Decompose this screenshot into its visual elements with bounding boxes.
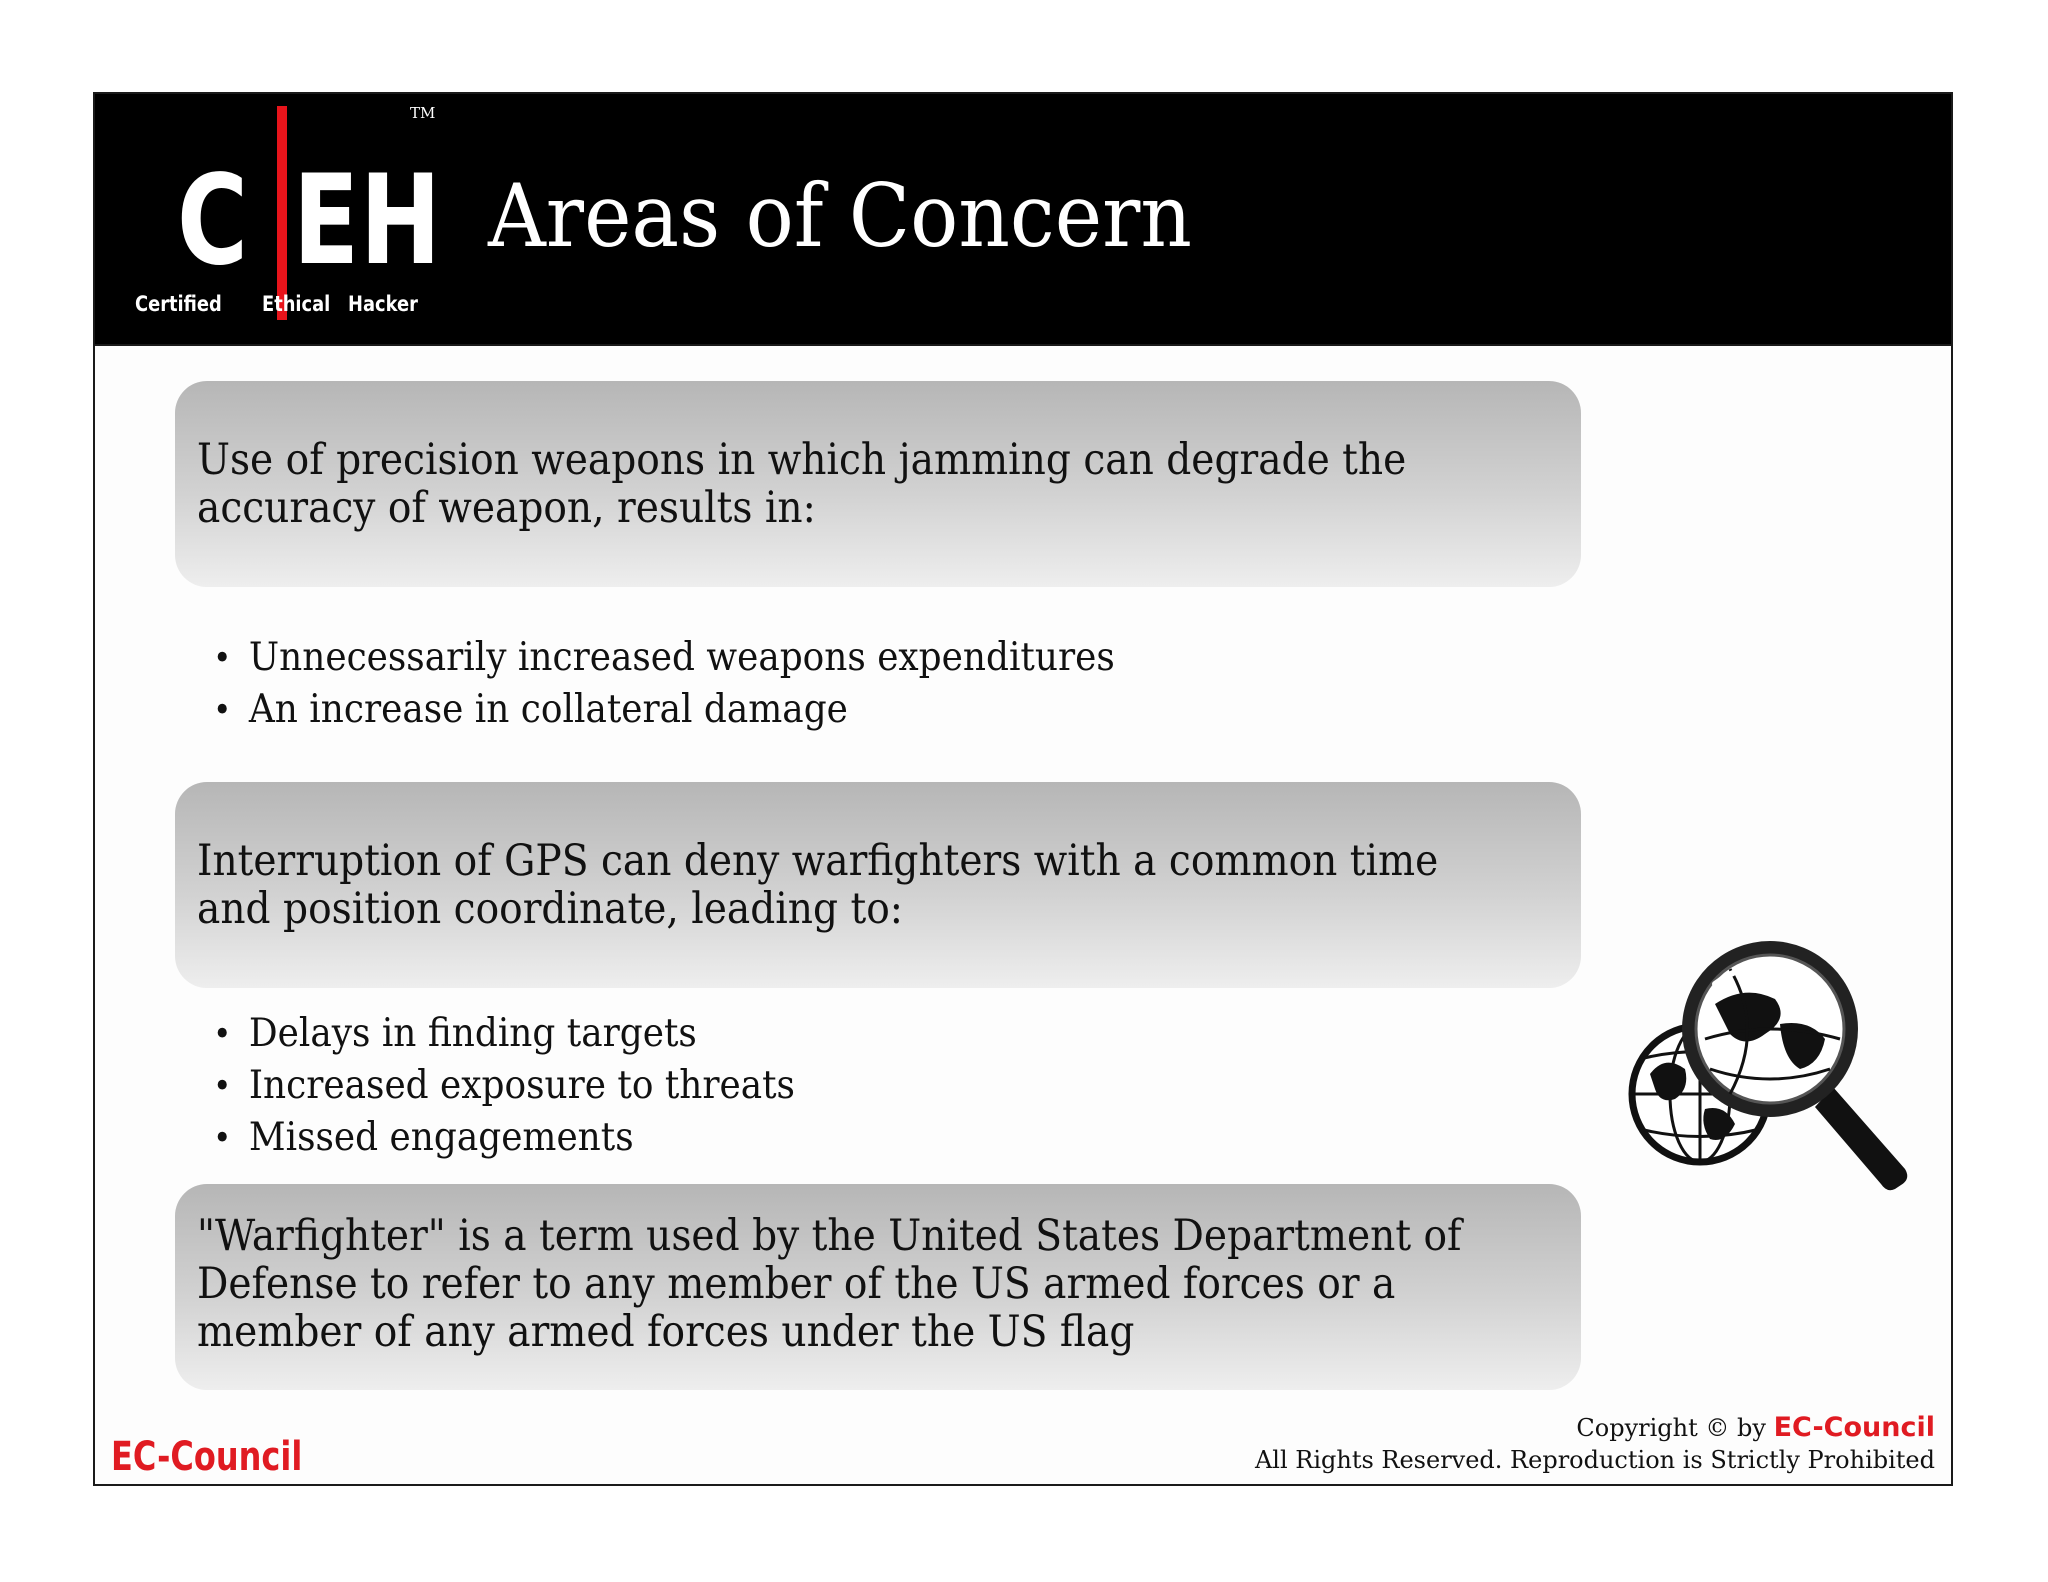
- ec-council-logo: EC-Council: [111, 1434, 303, 1480]
- definition-text-warfighter: [197, 1212, 1462, 1356]
- bullet-list-precision-weapons: [213, 632, 1193, 736]
- list-item: • Unnecessarily increased weapons expenditures: [213, 632, 1115, 684]
- logo-trademark: TM: [410, 104, 436, 122]
- page-title: Areas of Concern: [488, 165, 1192, 267]
- globe-magnifier-icon: [1605, 929, 1925, 1219]
- list-item: • Increased exposure to threats: [213, 1060, 795, 1112]
- text-line: "Warfighter" is a term used by the United States Department of: [197, 1211, 1462, 1261]
- rights-reserved-text: All Rights Reserved. Reproduction is Strictly Prohibited: [1254, 1446, 1935, 1474]
- text-line: accuracy of weapon, results in:: [197, 483, 816, 533]
- definition-box-warfighter: [175, 1184, 1581, 1390]
- logo-word-ethical: Ethical: [262, 292, 331, 316]
- concern-box-gps-interruption: [175, 782, 1581, 988]
- concern-text-gps-interruption: [197, 837, 1438, 933]
- text-line: and position coordinate, leading to:: [197, 884, 903, 934]
- list-item: • Delays in finding targets: [213, 1008, 795, 1060]
- copyright-prefix: Copyright © by: [1576, 1414, 1766, 1442]
- concern-text-precision-weapons: [197, 436, 1406, 532]
- slide: [93, 92, 1953, 1486]
- ceh-logo: [135, 104, 441, 339]
- concern-box-precision-weapons: [175, 381, 1581, 587]
- bullet-list-gps-interruption: [213, 1008, 846, 1164]
- list-item: • An increase in collateral damage: [213, 684, 1115, 736]
- text-line: Use of precision weapons in which jamming can degrade the: [197, 435, 1407, 485]
- logo-word-hacker: Hacker: [348, 292, 418, 316]
- logo-letter-c: C: [177, 149, 248, 293]
- copyright-notice: [1255, 1412, 1935, 1476]
- logo-letter-e: E: [293, 149, 360, 293]
- list-item: • Missed engagements: [213, 1112, 795, 1164]
- text-line: Interruption of GPS can deny warfighters with a common time: [197, 836, 1439, 886]
- logo-letter-h: H: [360, 149, 441, 293]
- text-line: Defense to refer to any member of the US armed forces or a: [197, 1259, 1396, 1309]
- logo-word-certified: Certified: [135, 292, 222, 316]
- header-bar: [95, 94, 1951, 346]
- copyright-brand: EC-Council: [1773, 1412, 1935, 1443]
- copyright-line: [1255, 1412, 1935, 1444]
- text-line: member of any armed forces under the US flag: [197, 1307, 1135, 1357]
- logo-divider: [277, 106, 287, 320]
